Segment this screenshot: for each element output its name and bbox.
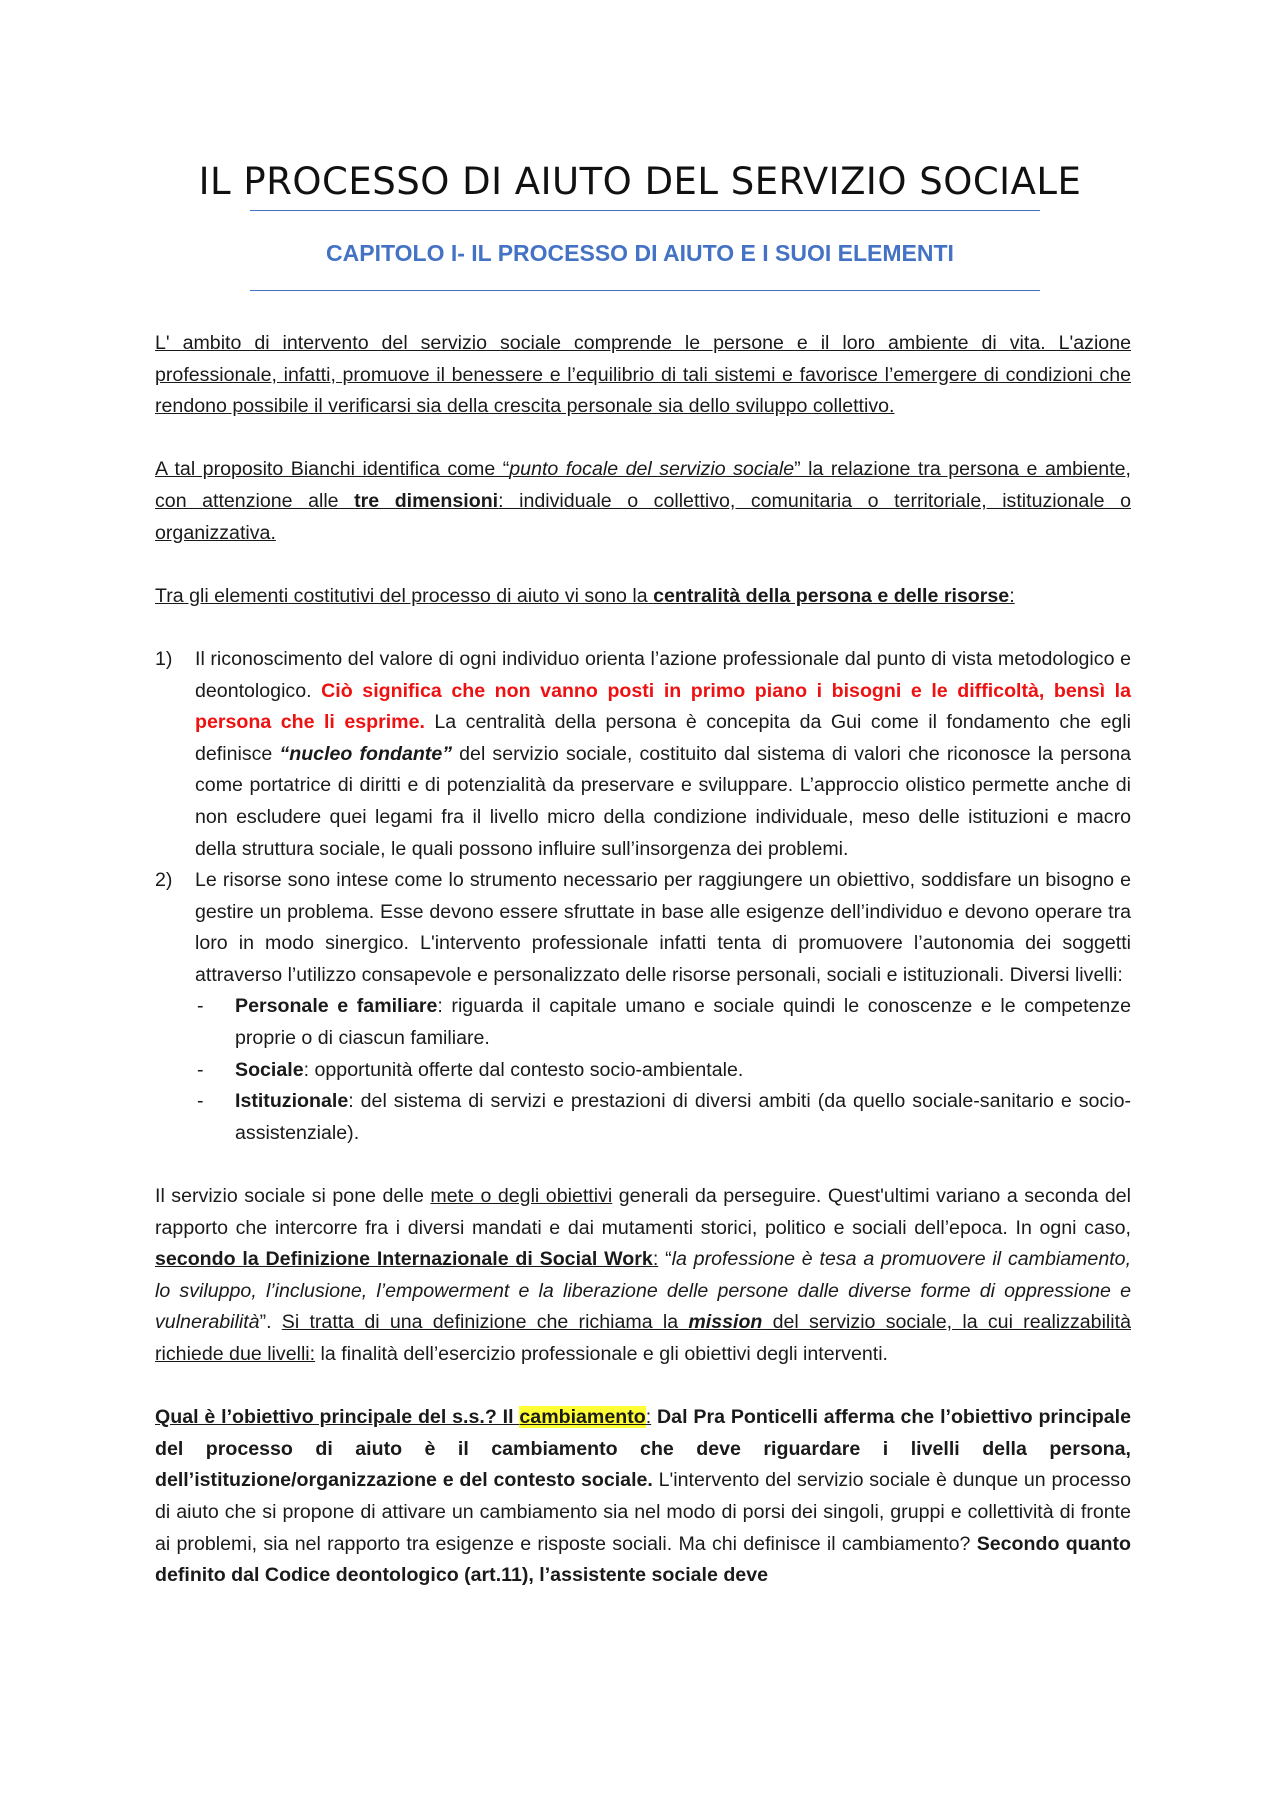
- bianchi-text-e: : individuale o collettivo, comunitaria o territoriale, istituzionale o organizzativa.: [155, 489, 1131, 544]
- goals-phrase: mete o degli obiettivi: [430, 1185, 613, 1208]
- goals-text-a: Il servizio sociale si pone delle: [155, 1185, 431, 1208]
- resource-level-label: Personale e familiare: [235, 995, 438, 1018]
- change-text-c: :: [645, 1406, 652, 1429]
- question-text: Qual è l’obiettivo principale del s.s.? Il: [155, 1406, 520, 1429]
- paragraph-bianchi: [155, 454, 1131, 549]
- item1-text-d: del servizio sociale, costituito dal sistema di valori che riconosce la persona come portatrice di diritti e di potenzialità da preservare e sviluppare. L’approccio olistico permette anche di non escludere quei legami fra il livello micro della condizione individuale, meso delle istituzioni e macro della struttura sociale, le quali possono influire sull’insorgenza dei problemi.: [195, 742, 1131, 860]
- bianchi-text-a: A tal proposito Bianchi identifica come “: [155, 458, 510, 481]
- resource-level-text: : riguarda il capitale umano e sociale quindi le conoscenze e le competenze proprie o di ciascun familiare.: [235, 995, 1132, 1050]
- dash-marker: -: [197, 1058, 204, 1081]
- resource-level-label: Istituzionale: [235, 1090, 349, 1113]
- paragraph-elements: [155, 581, 1131, 613]
- resource-level-label: Sociale: [235, 1058, 304, 1081]
- definition-phrase: secondo la Definizione Internazionale di Social Work: [155, 1248, 653, 1271]
- change-text-e: L'intervento del servizio sociale è dunque un processo di aiuto che si propone di attivare un cambiamento sia nel modo di porsi dei singoli, gruppi e collettività di fronte ai problemi, sia nel rapporto tra esigenze e risposte sociali. Ma chi definisce il cambiamento?: [155, 1469, 1131, 1555]
- document-body: [155, 328, 1131, 1623]
- elements-text-c: :: [1009, 584, 1015, 607]
- goals-text-e: :: [652, 1248, 659, 1271]
- goals-text-f: “: [658, 1248, 672, 1271]
- resource-level-text: : opportunità offerte dal contesto socio-ambientale.: [303, 1058, 744, 1081]
- red-emphasis-text: Ciò significa che non vanno posti in primo piano i bisogni e le difficoltà, bensì la persona che li esprime.: [195, 679, 1132, 734]
- goals-text-h: ”.: [259, 1311, 282, 1334]
- dal-pra-statement: Dal Pra Ponticelli afferma che l’obiettivo principale del processo di aiuto è il cambiamento che deve riguardare i livelli della persona, dell’istituzione/organizzazione e del contesto sociale.: [155, 1406, 1132, 1492]
- list-number: 2): [155, 869, 173, 892]
- item2-text: Le risorse sono intese come lo strumento necessario per raggiungere un obiettivo, soddisfare un bisogno e gestire un problema. Esse devono essere sfruttate in base alle esigenze dell’individuo e devono operare tra loro in modo sinergico. L'intervento professionale infatti tenta di promuovere l’autonomia dei soggetti attraverso l’utilizzo consapevole e personalizzato delle risorse personali, sociali e istituzionali. Diversi livelli:: [195, 869, 1131, 986]
- paragraph-intro: [155, 328, 1131, 423]
- three-dimensions-phrase: tre dimensioni: [354, 489, 499, 512]
- centrality-phrase: centralità della persona e delle risorse: [653, 584, 1010, 607]
- goals-text-l: la finalità dell’esercizio professionale e gli obiettivi degli interventi.: [315, 1343, 888, 1365]
- bianchi-text: [155, 458, 1131, 543]
- dash-list: [195, 991, 1131, 1149]
- elements-text-a: Tra gli elementi costitutivi del processo di aiuto vi sono la: [155, 584, 654, 607]
- chapter-divider: [250, 290, 1040, 291]
- nucleo-fondante-phrase: “nucleo fondante”: [279, 742, 453, 765]
- dash-marker: -: [197, 1090, 204, 1113]
- dash-list-item: [195, 1055, 1131, 1087]
- list-item: [155, 644, 1131, 865]
- elements-text: [155, 585, 1015, 607]
- resource-level-text: : del sistema di servizi e prestazioni di diversi ambiti (da quello sociale-sanitario e socio-assistenziale).: [235, 1090, 1131, 1144]
- paragraph-change: [155, 1402, 1131, 1592]
- mission-word: mission: [688, 1311, 763, 1334]
- paragraph-goals: [155, 1181, 1131, 1371]
- intro-text: L' ambito di intervento del servizio sociale comprende le persone e il loro ambiente di vita. L'azione professionale, infatti, promuove il benessere e l’equilibrio di tali sistemi e favorisce l’emergere di condizioni che rendono possibile il verificarsi sia della crescita personale sia dello sviluppo collettivo.: [155, 332, 1131, 418]
- item1-text-b: La centralità della persona è concepita da Gui come il fondamento che egli definisce: [195, 711, 1131, 765]
- highlighted-cambiamento: cambiamento: [519, 1406, 646, 1429]
- list-number: 1): [155, 647, 173, 670]
- codice-statement: Secondo quanto definito dal Codice deontologico (art.11), l’assistente sociale deve: [155, 1532, 1131, 1587]
- document-title: IL PROCESSO DI AIUTO DEL SERVIZIO SOCIALE: [198, 160, 1082, 203]
- chapter-heading: CAPITOLO I- IL PROCESSO DI AIUTO E I SUOI ELEMENTI: [326, 240, 954, 266]
- goals-text-k: del servizio sociale, la cui realizzabilità richiede due livelli:: [155, 1311, 1131, 1365]
- dash-list-item: [195, 1086, 1131, 1149]
- item1-text-a: Il riconoscimento del valore di ogni individuo orienta l’azione professionale dal punto di vista metodologico e deontologico.: [195, 647, 1131, 702]
- definition-quote: la professione è tesa a promuovere il cambiamento, lo sviluppo, l’inclusione, l’empowerment e la liberazione delle persone dalle diverse forme di oppressione e vulnerabilità: [155, 1248, 1132, 1334]
- focal-point-phrase: punto focale del servizio sociale: [509, 458, 795, 481]
- title-divider: [250, 210, 1040, 211]
- goals-text-c: generali da perseguire. Quest'ultimi variano a seconda del rapporto che intercorre fra i diversi mandati e dai mutamenti storici, politico e sociali dell’epoca. In ogni caso,: [155, 1185, 1131, 1239]
- numbered-list: [155, 644, 1131, 1150]
- list-item: [155, 865, 1131, 1149]
- dash-marker: -: [197, 995, 204, 1018]
- bianchi-text-c: ” la relazione tra persona e ambiente, con attenzione alle: [155, 458, 1131, 512]
- dash-list-item: [195, 991, 1131, 1054]
- goals-text-i: Si tratta di una definizione che richiama la: [281, 1311, 689, 1334]
